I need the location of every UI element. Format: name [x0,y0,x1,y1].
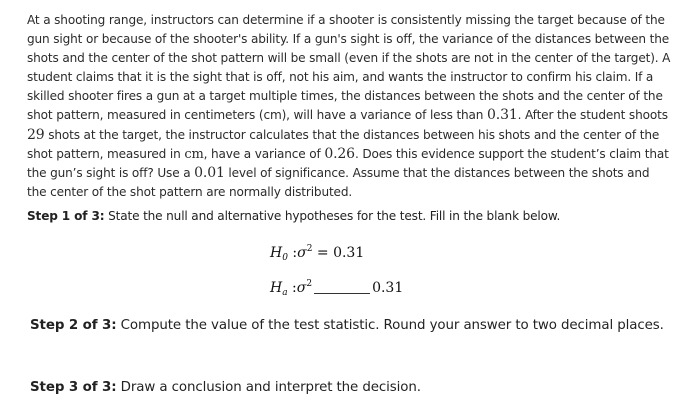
sigma-symbol: σ [297,245,307,261]
step-1 [27,207,560,225]
step-3 [30,380,421,395]
problem-text: . Does this evidence support the student’s claim that the gun’s sight is off? Use a [27,146,669,180]
alt-value: 0.31 [372,280,404,296]
significance-level: 0.01 [194,164,225,181]
variance-threshold: 0.31 [487,107,518,124]
sigma-symbol: σ [296,280,307,296]
null-symbol: H [270,245,283,261]
sigma-power: 2 [306,244,313,254]
step-1-text: State the null and alternative hypotheses for the test. Fill in the blank below. [104,209,561,223]
operator-blank-input[interactable] [314,279,370,294]
problem-statement [27,11,672,202]
step-1-title: Step 1 of 3: [27,209,105,223]
null-operator: = [312,245,334,261]
step-2 [30,318,664,333]
null-hypothesis [270,244,364,263]
alt-symbol: H [270,280,283,296]
problem-text: level of significance. Assume that the distances between the shots and the center of the shot pattern are normally distributed. [27,165,650,199]
problem-text: At a shooting range, instructors can determine if a shooter is consistently missing the target because of the gun sight or because of the shooter's ability. If a gun's sight is off, the variance of the distances between the shots and the center of the shot pattern will be small (even if the shots are not in the center of the target). A student claims that it is the sight that is off, not his aim, and wants the instructor to confirm his claim. If a skilled shooter fires a gun at a target multiple times, the distances between the shots and the center of the shot pattern, measured in centimeters (cm), will have a variance of less than [27,13,671,123]
problem-text: , have a variance of [203,146,325,161]
hypothesis-separator: : [287,280,297,296]
shot-count: 29 [27,126,45,143]
step-2-title: Step 2 of 3: [30,318,117,333]
unit-label: cm [184,146,204,162]
sample-variance: 0.26 [324,145,355,162]
null-subscript: 0 [282,253,288,263]
step-2-text: Compute the value of the test statistic. Round your answer to two decimal places. [116,318,664,333]
alternative-hypothesis [270,279,403,298]
sigma-power: 2 [306,279,313,289]
null-value: 0.31 [333,245,365,261]
problem-text: . After the student shoots [517,108,668,123]
step-3-text: Draw a conclusion and interpret the decision. [116,380,421,395]
hypothesis-separator: : [287,245,298,261]
alt-subscript: a [282,288,288,298]
problem-text: shots at the target, the instructor calculates that the distances between his shots and the center of the shot pattern, measured in [27,127,660,161]
step-3-title: Step 3 of 3: [30,380,117,395]
